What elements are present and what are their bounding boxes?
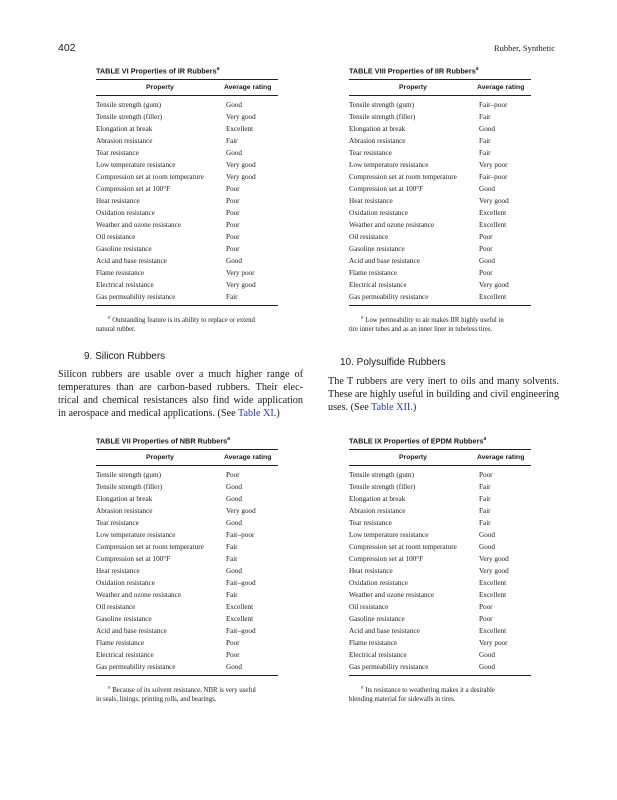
text: uses. (See (328, 402, 372, 413)
table-row (349, 147, 531, 159)
property-cell: Low temperature resistance (96, 531, 176, 540)
property-cell: Flame resistance (96, 269, 145, 278)
rating-cell: Good (226, 495, 242, 504)
rating-cell: Good (226, 483, 242, 492)
table-header-row (96, 450, 278, 465)
table-xii-link[interactable]: Table XII (371, 402, 411, 413)
table-row (96, 505, 278, 517)
property-cell: Elongation at break (349, 125, 406, 134)
paragraph-line (328, 401, 559, 414)
table-row (349, 267, 531, 279)
table-row (349, 243, 531, 255)
rating-cell: Poor (479, 471, 493, 480)
property-cell: Flame resistance (96, 639, 145, 648)
rating-cell: Excellent (479, 209, 507, 218)
rating-cell: Poor (226, 245, 240, 254)
rating-cell: Fair (479, 519, 491, 528)
table-row (96, 601, 278, 613)
paragraph-line: These are highly useful in building and civil engineering (328, 389, 559, 400)
table-header-row (349, 80, 531, 95)
table-row (349, 601, 531, 613)
property-cell: Flame resistance (349, 639, 398, 648)
rating-cell: Poor (479, 245, 493, 254)
rating-cell: Fair–good (226, 627, 256, 636)
rating-cell: Poor (226, 651, 240, 660)
rating-cell: Poor (479, 603, 493, 612)
rating-cell: Excellent (479, 293, 507, 302)
table-row (349, 123, 531, 135)
table-row (349, 279, 531, 291)
table-row (96, 123, 278, 135)
property-cell: Compression set at room temperature (349, 173, 457, 182)
property-cell: Low temperature resistance (349, 531, 429, 540)
property-cell: Tensile strength (gum) (96, 471, 161, 480)
property-cell: Tear resistance (96, 149, 139, 158)
rating-cell: Fair–poor (479, 173, 508, 182)
footnote-line: tire inner tubes and as an inner liner in tubeless tires. (349, 325, 493, 333)
rating-cell: Very good (479, 567, 509, 576)
footnote-marker: a (227, 436, 231, 442)
table-ix (349, 436, 531, 704)
property-cell: Tear resistance (349, 519, 392, 528)
table-vi (96, 66, 278, 334)
rating-cell: Fair (479, 507, 491, 516)
paragraph-line: trical and chemical resistances also find wide application (58, 395, 303, 406)
property-cell: Acid and base resistance (96, 627, 167, 636)
table-row (349, 613, 531, 625)
property-cell: Electrical resistance (349, 651, 407, 660)
rating-cell: Very poor (479, 639, 508, 648)
property-cell: Tensile strength (gum) (96, 101, 161, 110)
property-cell: Oxidation resistance (349, 209, 408, 218)
property-cell: Acid and base resistance (349, 627, 420, 636)
table-row (96, 279, 278, 291)
property-cell: Tensile strength (filler) (349, 483, 416, 492)
table-row (96, 493, 278, 505)
table-caption (349, 436, 531, 445)
paragraph-line: Silicon rubbers are usable over a much higher range of (58, 369, 303, 380)
caption-text: TABLE VI Properties of IR Rubbers (96, 66, 217, 76)
rating-cell: Excellent (479, 591, 507, 600)
footnote-marker: a (483, 436, 487, 442)
rating-cell: Poor (479, 615, 493, 624)
table-row (96, 649, 278, 661)
table-row (96, 195, 278, 207)
rating-cell: Very good (226, 281, 256, 290)
property-cell: Oil resistance (349, 603, 389, 612)
table-row (349, 541, 531, 553)
property-cell: Flame resistance (349, 269, 398, 278)
table-row (349, 493, 531, 505)
rating-cell: Excellent (226, 603, 254, 612)
column-header-property: Property (399, 84, 427, 92)
column-header-rating: Average rating (224, 454, 272, 462)
footnote-line: Outstanding feature is its ability to replace or extend (112, 316, 255, 324)
table-body (349, 96, 531, 305)
text: .) (410, 402, 417, 413)
table-caption (96, 66, 278, 75)
rating-cell: Very good (226, 161, 256, 170)
table-header-row (349, 450, 531, 465)
rating-cell: Fair (479, 495, 491, 504)
table-row (349, 469, 531, 481)
table-row (349, 589, 531, 601)
rating-cell: Poor (479, 269, 493, 278)
column-header-property: Property (146, 84, 174, 92)
table-row (349, 207, 531, 219)
property-cell: Electrical resistance (349, 281, 407, 290)
property-cell: Gasoline resistance (96, 615, 152, 624)
table-row (96, 541, 278, 553)
table-row (96, 625, 278, 637)
section-title-polysulfide: 10. Polysulfide Rubbers (340, 357, 446, 368)
table-row (96, 267, 278, 279)
rating-cell: Poor (226, 185, 240, 194)
table-row (96, 661, 278, 673)
rating-cell: Good (479, 531, 495, 540)
property-cell: Compression set at 100°F (96, 185, 171, 194)
rating-cell: Excellent (479, 579, 507, 588)
rating-cell: Very good (226, 507, 256, 516)
column-header-rating: Average rating (224, 84, 272, 92)
paragraph-line: The T rubbers are very inert to oils and many solvents. (328, 376, 559, 387)
property-cell: Oil resistance (349, 233, 389, 242)
running-title: Rubber, Synthetic (493, 43, 555, 53)
table-row (96, 589, 278, 601)
rating-cell: Good (479, 185, 495, 194)
rating-cell: Excellent (479, 221, 507, 230)
property-cell: Gas permeability resistance (96, 663, 176, 672)
table-row (349, 195, 531, 207)
rating-cell: Fair (479, 149, 491, 158)
table-row (349, 661, 531, 673)
rating-cell: Very good (479, 197, 509, 206)
property-cell: Heat resistance (349, 567, 393, 576)
rating-cell: Fair–good (226, 579, 256, 588)
property-cell: Weather and ozone resistance (96, 591, 182, 600)
table-row (349, 99, 531, 111)
table-row (349, 517, 531, 529)
paragraph-line (58, 407, 303, 420)
table-row (349, 625, 531, 637)
rating-cell: Excellent (226, 125, 254, 134)
table-header-row (96, 80, 278, 95)
property-cell: Oxidation resistance (96, 209, 155, 218)
property-cell: Weather and ozone resistance (96, 221, 182, 230)
table-row (349, 159, 531, 171)
property-cell: Abrasion resistance (96, 137, 153, 146)
property-cell: Low temperature resistance (96, 161, 176, 170)
table-row (96, 637, 278, 649)
table-row (349, 553, 531, 565)
table-caption (349, 66, 531, 75)
caption-text: TABLE VII Properties of NBR Rubbers (96, 436, 228, 446)
property-cell: Gasoline resistance (349, 245, 405, 254)
rating-cell: Fair–poor (479, 101, 508, 110)
table-footnote (96, 676, 278, 703)
rating-cell: Very poor (226, 269, 255, 278)
property-cell: Gasoline resistance (349, 615, 405, 624)
property-cell: Elongation at break (96, 495, 153, 504)
column-header-property: Property (146, 454, 174, 462)
table-row (96, 565, 278, 577)
paragraph-line: temperatures than are carbon-based rubbers. Their elec- (58, 382, 303, 393)
property-cell: Tensile strength (filler) (96, 113, 163, 122)
table-row (349, 637, 531, 649)
property-cell: Tensile strength (gum) (349, 101, 414, 110)
table-row (349, 565, 531, 577)
property-cell: Compression set at 100°F (96, 555, 171, 564)
table-row (96, 135, 278, 147)
section-title-silicon: 9. Silicon Rubbers (84, 351, 166, 362)
rating-cell: Fair (226, 543, 238, 552)
rating-cell: Excellent (226, 615, 254, 624)
rating-cell: Very good (479, 555, 509, 564)
table-row (96, 577, 278, 589)
table-footnote (96, 306, 278, 333)
rating-cell: Fair (226, 591, 238, 600)
table-row (349, 171, 531, 183)
table-caption (96, 436, 278, 445)
rating-cell: Poor (479, 233, 493, 242)
table-row (96, 171, 278, 183)
rating-cell: Good (226, 567, 242, 576)
table-row (96, 147, 278, 159)
rating-cell: Excellent (479, 627, 507, 636)
rating-cell: Poor (226, 233, 240, 242)
table-row (349, 231, 531, 243)
property-cell: Oil resistance (96, 603, 136, 612)
property-cell: Gas permeability resistance (96, 293, 176, 302)
footnote-marker: a (361, 315, 364, 321)
column-header-property: Property (399, 454, 427, 462)
rating-cell: Fair (479, 137, 491, 146)
rating-cell: Poor (226, 221, 240, 230)
property-cell: Acid and base resistance (349, 257, 420, 266)
property-cell: Gasoline resistance (96, 245, 152, 254)
property-cell: Compression set at room temperature (96, 173, 204, 182)
table-footnote (349, 306, 531, 333)
rating-cell: Good (479, 257, 495, 266)
property-cell: Tensile strength (filler) (96, 483, 163, 492)
rating-cell: Very good (479, 281, 509, 290)
property-cell: Compression set at room temperature (96, 543, 204, 552)
rating-cell: Good (226, 257, 242, 266)
property-cell: Abrasion resistance (349, 137, 406, 146)
table-row (349, 529, 531, 541)
property-cell: Compression set at 100°F (349, 555, 424, 564)
caption-text: TABLE VIII Properties of IIR Rubbers (349, 66, 476, 76)
rating-cell: Poor (226, 197, 240, 206)
table-row (96, 111, 278, 123)
property-cell: Oil resistance (96, 233, 136, 242)
rating-cell: Good (226, 663, 242, 672)
property-cell: Low temperature resistance (349, 161, 429, 170)
table-row (96, 183, 278, 195)
table-row (96, 159, 278, 171)
table-row (96, 553, 278, 565)
footnote-line: natural rubber. (96, 325, 136, 333)
property-cell: Compression set at 100°F (349, 185, 424, 194)
rating-cell: Good (479, 651, 495, 660)
table-xi-link[interactable]: Table XI (238, 408, 274, 419)
property-cell: Oxidation resistance (96, 579, 155, 588)
table-row (349, 649, 531, 661)
property-cell: Heat resistance (96, 197, 140, 206)
property-cell: Compression set at room temperature (349, 543, 457, 552)
table-row (349, 481, 531, 493)
property-cell: Tear resistance (96, 519, 139, 528)
rating-cell: Fair (226, 293, 238, 302)
table-row (349, 255, 531, 267)
property-cell: Tensile strength (filler) (349, 113, 416, 122)
property-cell: Gas permeability resistance (349, 663, 429, 672)
rating-cell: Good (226, 101, 242, 110)
table-row (96, 529, 278, 541)
table-row (96, 219, 278, 231)
table-body (96, 466, 278, 675)
table-row (96, 243, 278, 255)
text: in aerospace and medical applications. (See (58, 408, 239, 419)
property-cell: Acid and base resistance (96, 257, 167, 266)
rating-cell: Very good (226, 173, 256, 182)
table-row (96, 291, 278, 303)
rating-cell: Very good (226, 113, 256, 122)
property-cell: Tear resistance (349, 149, 392, 158)
footnote-marker: a (108, 685, 111, 691)
table-vii (96, 436, 278, 704)
property-cell: Tensile strength (gum) (349, 471, 414, 480)
rating-cell: Poor (226, 209, 240, 218)
footnote-line: Because of its solvent resistance, NBR is very useful (112, 686, 256, 694)
rating-cell: Fair (226, 137, 238, 146)
table-row (349, 135, 531, 147)
table-row (96, 255, 278, 267)
property-cell: Elongation at break (349, 495, 406, 504)
table-row (349, 291, 531, 303)
table-row (349, 219, 531, 231)
property-cell: Abrasion resistance (349, 507, 406, 516)
table-row (96, 207, 278, 219)
property-cell: Oxidation resistance (349, 579, 408, 588)
table-row (349, 183, 531, 195)
table-row (349, 505, 531, 517)
property-cell: Abrasion resistance (96, 507, 153, 516)
rating-cell: Fair–poor (226, 531, 255, 540)
rating-cell: Poor (226, 471, 240, 480)
table-row (96, 231, 278, 243)
rating-cell: Good (226, 149, 242, 158)
rating-cell: Poor (226, 639, 240, 648)
table-body (349, 466, 531, 675)
rating-cell: Good (479, 663, 495, 672)
footnote-marker: a (475, 66, 479, 72)
table-row (349, 577, 531, 589)
paragraph-silicon (58, 368, 303, 420)
rating-cell: Fair (479, 483, 491, 492)
property-cell: Heat resistance (96, 567, 140, 576)
table-row (96, 99, 278, 111)
footnote-line: Its resistance to weathering makes it a desirable (365, 686, 495, 694)
page-number: 402 (58, 42, 76, 54)
property-cell: Gas permeability resistance (349, 293, 429, 302)
footnote-marker: a (361, 685, 364, 691)
rating-cell: Very poor (479, 161, 508, 170)
rating-cell: Fair (479, 113, 491, 122)
column-header-rating: Average rating (477, 454, 525, 462)
column-header-rating: Average rating (477, 84, 525, 92)
text: .) (273, 408, 280, 419)
rating-cell: Good (479, 125, 495, 134)
paragraph-polysulfide (328, 375, 559, 414)
table-row (96, 517, 278, 529)
rating-cell: Fair (226, 555, 238, 564)
property-cell: Weather and ozone resistance (349, 591, 435, 600)
table-body (96, 96, 278, 305)
property-cell: Electrical resistance (96, 651, 154, 660)
property-cell: Heat resistance (349, 197, 393, 206)
rating-cell: Good (479, 543, 495, 552)
table-row (349, 111, 531, 123)
table-row (96, 481, 278, 493)
table-footnote (349, 676, 531, 703)
property-cell: Electrical resistance (96, 281, 154, 290)
rating-cell: Good (226, 519, 242, 528)
caption-text: TABLE IX Properties of EPDM Rubbers (349, 436, 484, 446)
property-cell: Weather and ozone resistance (349, 221, 435, 230)
footnote-marker: a (216, 66, 220, 72)
footnote-line: blending material for sidewalls in tires. (349, 695, 456, 703)
table-viii (349, 66, 531, 334)
footnote-line: in seals, linings, printing rolls, and bearings. (96, 695, 217, 703)
property-cell: Elongation at break (96, 125, 153, 134)
footnote-marker: a (108, 315, 111, 321)
table-row (96, 613, 278, 625)
table-row (96, 469, 278, 481)
footnote-line: Low permeability to air makes IIR highly useful in (365, 316, 504, 324)
